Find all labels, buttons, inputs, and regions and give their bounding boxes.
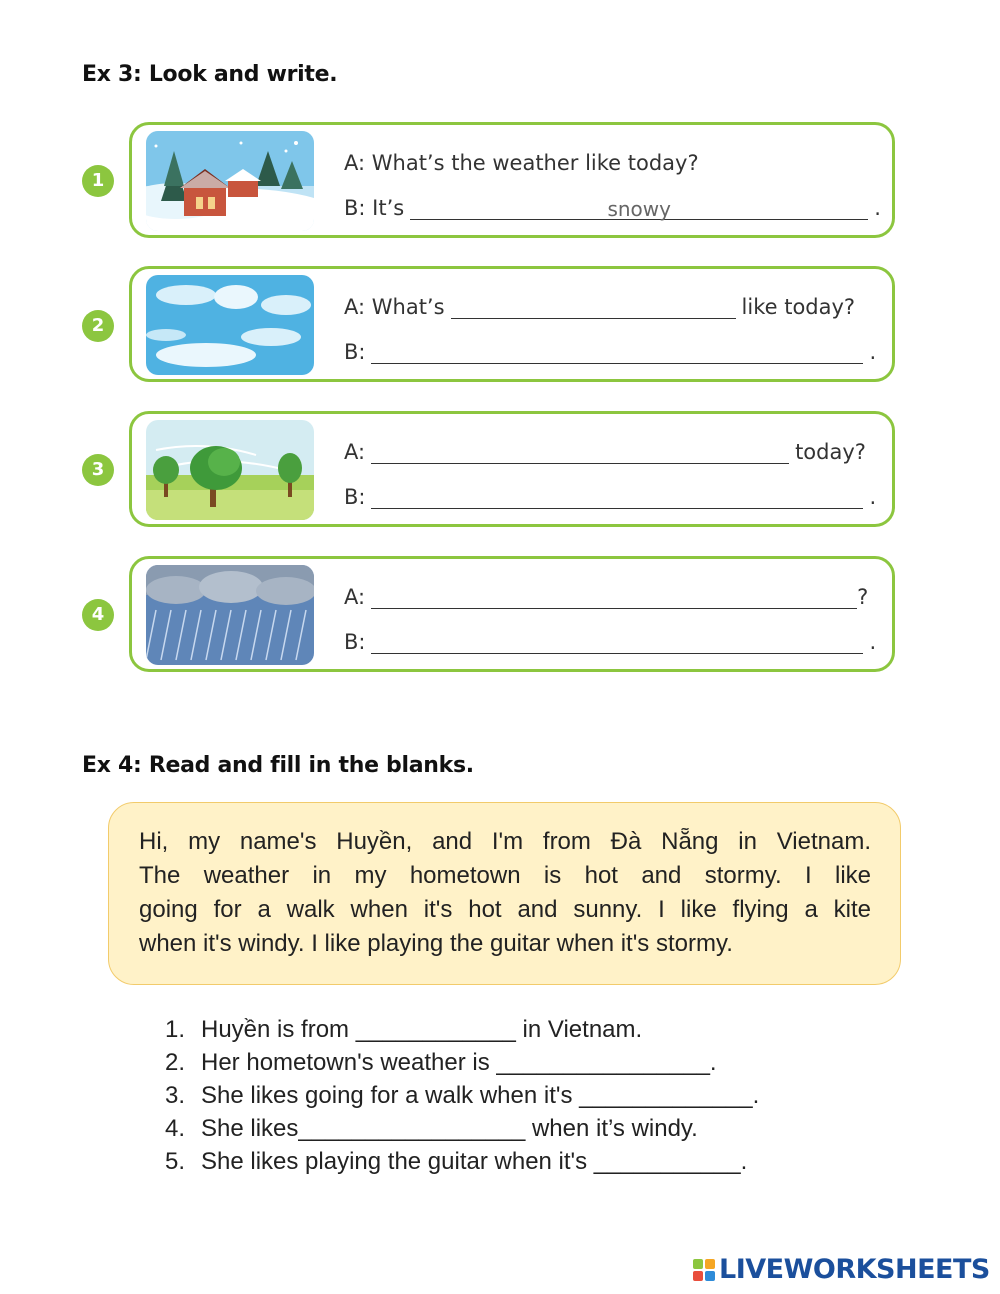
liveworksheets-logo[interactable] [693, 1254, 990, 1285]
question-text[interactable]: Huyền is from ____________ in Vietnam. [201, 1016, 643, 1043]
reading-passage-box [108, 802, 901, 985]
question-text[interactable]: Her hometown's weather is ________________. [201, 1049, 717, 1076]
item-3-b-text: B: [344, 485, 366, 509]
exercise-card-2 [129, 266, 895, 382]
item-1-a-text: A: What’s the weather like today? [344, 151, 699, 175]
item-3-a-text: A: [344, 440, 366, 464]
question-text[interactable]: She likes going for a walk when it's _____________. [201, 1082, 760, 1109]
item-4-a-end: ? [857, 585, 869, 609]
passage-line: going for a walk when it's hot and sunny. I like flying a kite [139, 896, 871, 923]
passage-line: Hi, my name's Huyền, and I'm from Đà Nẵng in Vietnam. [139, 828, 871, 855]
question-item [165, 1145, 759, 1178]
item-3-a-end: today? [795, 440, 866, 464]
item-3-answer-blank[interactable] [371, 486, 863, 509]
item-4-b-end: . [869, 630, 877, 654]
item-2-answer [344, 334, 876, 364]
item-4-b-text: B: [344, 630, 366, 654]
question-number: 5. [165, 1148, 186, 1175]
item-1-b-end: . [874, 196, 881, 220]
question-item [165, 1013, 759, 1046]
item-2-a-text: A: What’s [344, 295, 445, 319]
item-4-answer [344, 624, 876, 654]
question-item [165, 1079, 759, 1112]
question-number: 2. [165, 1049, 186, 1076]
item-1-answer [344, 190, 881, 220]
item-2-number: 2 [82, 310, 114, 342]
logo-grid-icon [693, 1259, 715, 1281]
logo-text: LIVEWORKSHEETS [719, 1254, 990, 1285]
item-2-a-end: like today? [741, 295, 856, 319]
reading-passage [139, 825, 871, 961]
item-2-question-blank[interactable] [451, 296, 736, 319]
rainy-clouds-picture [146, 565, 314, 665]
item-4-number: 4 [82, 599, 114, 631]
question-number: 1. [165, 1016, 186, 1043]
ex3-heading: Ex 3: Look and write. [82, 62, 338, 87]
question-item [165, 1046, 759, 1079]
cloudy-sky-picture [146, 275, 314, 375]
question-text[interactable]: She likes playing the guitar when it's ___________. [201, 1148, 748, 1175]
question-list [165, 1013, 759, 1178]
passage-line: The weather in my hometown is hot and stormy. I like [139, 862, 871, 889]
question-text[interactable]: She likes_________________ when it’s windy. [201, 1115, 698, 1142]
item-2-b-end: . [869, 340, 877, 364]
item-4-question-blank[interactable] [371, 586, 857, 609]
item-3-question-blank[interactable] [371, 441, 789, 464]
item-3-number: 3 [82, 454, 114, 486]
item-4-answer-blank[interactable] [371, 631, 863, 654]
item-2-question [344, 289, 855, 319]
question-number: 4. [165, 1115, 186, 1142]
item-1-b-text: B: It’s [344, 196, 405, 220]
item-1-question [344, 145, 699, 175]
item-1-number: 1 [82, 165, 114, 197]
item-2-answer-blank[interactable] [371, 341, 863, 364]
windy-trees-picture [146, 420, 314, 520]
item-3-answer [344, 479, 876, 509]
item-4-question [344, 579, 868, 609]
passage-line: when it's windy. I like playing the guitar when it's stormy. [139, 930, 733, 957]
question-number: 3. [165, 1082, 186, 1109]
item-3-question [344, 434, 866, 464]
snowy-village-picture [146, 131, 314, 231]
exercise-card-1 [129, 122, 895, 238]
exercise-card-3 [129, 411, 895, 527]
exercise-card-4 [129, 556, 895, 672]
item-1-answer-blank[interactable] [410, 197, 868, 220]
item-4-a-text: A: [344, 585, 366, 609]
question-item [165, 1112, 759, 1145]
item-3-b-end: . [869, 485, 877, 509]
item-1-answer-value: snowy [607, 197, 671, 221]
item-2-b-text: B: [344, 340, 366, 364]
ex4-heading: Ex 4: Read and fill in the blanks. [82, 753, 474, 778]
